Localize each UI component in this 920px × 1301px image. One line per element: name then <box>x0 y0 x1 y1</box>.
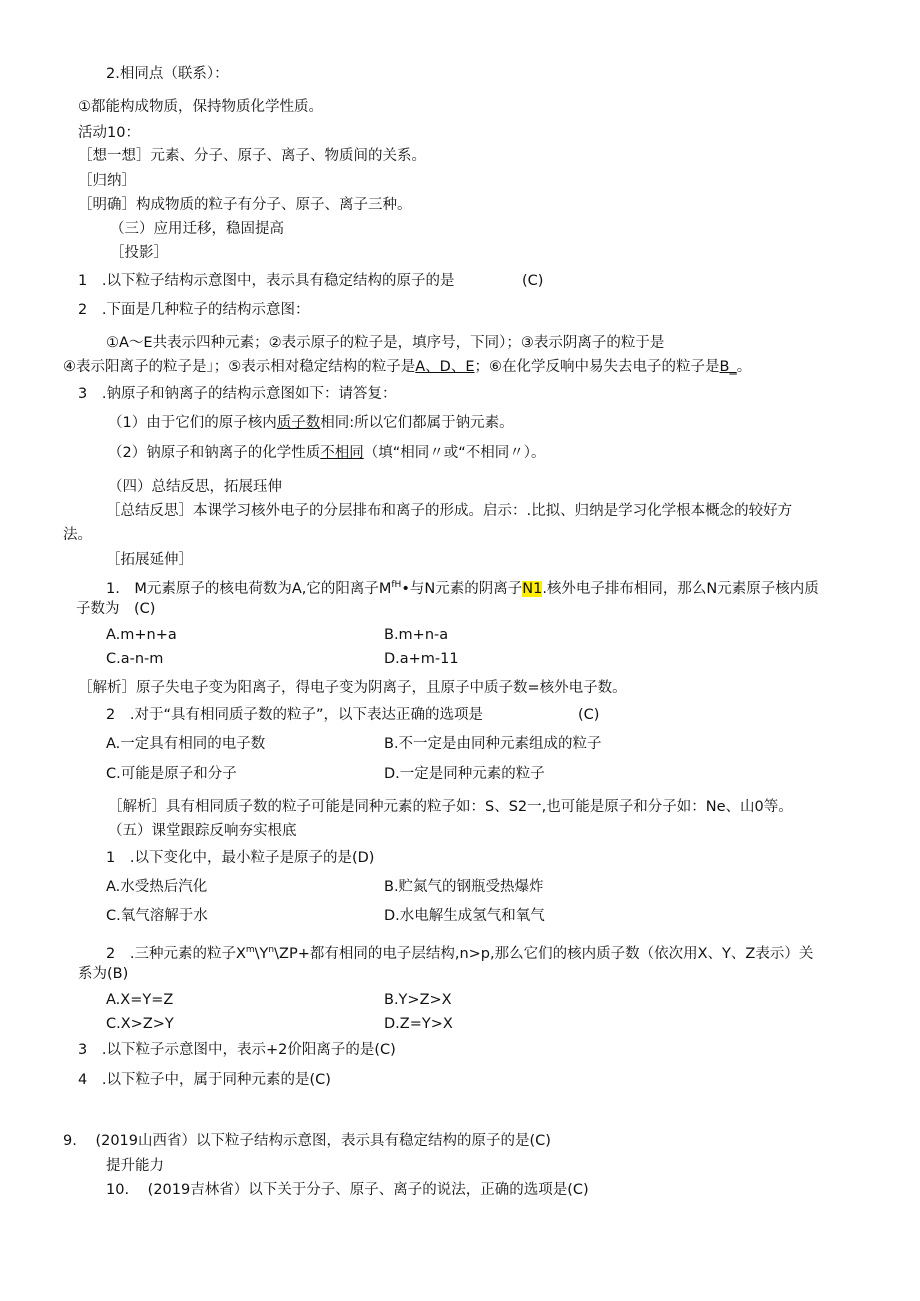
extension-question-2 <box>106 705 600 725</box>
superscript: m <box>245 945 255 955</box>
text-segment: （2）钠原子和钠离子的化学性质 <box>108 445 321 461</box>
filled-answer: B_ <box>719 359 737 375</box>
extension-label: ［拓展延伸］ <box>106 552 193 568</box>
exam-question-9 <box>63 1131 551 1151</box>
question-number: 1 <box>106 850 116 866</box>
question-text: (2019山西省）以下粒子结构示意图，表示具有稳定结构的原子的是(C) <box>95 1133 551 1149</box>
option-c: C.可能是原子和分子 <box>106 766 237 782</box>
summary-reflection-cont: 法。 <box>63 527 92 543</box>
practice-question-4 <box>78 1070 331 1090</box>
improve-ability-label: 提升能力 <box>106 1158 164 1174</box>
practice-question-2 <box>106 940 813 964</box>
extension-question-1-cont: 子数为 (C) <box>76 601 156 617</box>
option-b: B.Y>Z>X <box>384 992 452 1008</box>
question-number: 2 <box>78 302 88 318</box>
question-text: .钠原子和钠离子的结构示意图如下：请答复： <box>101 386 397 402</box>
option-c: C.a-n-m <box>106 651 164 667</box>
highlighted-text: N1 <box>522 580 543 597</box>
question-text: .以下粒子结构示意图中，表示具有稳定结构的原子的是 <box>101 273 455 289</box>
text-segment: •与N元素的阴离子 <box>401 580 523 597</box>
option-a: A.m+n+a <box>106 627 177 643</box>
clarify-statement: ［明确］构成物质的粒子有分子、原子、离子三种。 <box>78 197 412 213</box>
superscript: fH <box>391 580 402 590</box>
answer-choice: (C) <box>578 707 600 723</box>
question-text: .下面是几种粒子的结构示意图： <box>101 302 310 318</box>
text-segment: （填“相同〃或“不相同〃）。 <box>363 445 546 461</box>
summary-reflection: ［总结反思］本课学习核外电子的分层排布和离子的形成。启示：.比拟、归纳是学习化学根本概念的较好方 <box>106 503 793 519</box>
similarity-point-1: ①都能构成物质，保持物质化学性质。 <box>78 99 323 115</box>
filled-answer: 质子数 <box>276 415 321 431</box>
analysis-2: ［解析］具有相同质子数的粒子可能是同种元素的粒子如：S、S2一,也可能是原子和分子如：Ne、山0等。 <box>108 799 793 815</box>
extension-question-1 <box>106 575 819 599</box>
answer-choice: (C) <box>522 273 544 289</box>
option-d: D.水电解生成氢气和氧气 <box>384 908 545 924</box>
filled-answer: 不相同 <box>320 445 364 461</box>
text-segment: .三种元素的粒子X <box>129 945 246 962</box>
option-d: D.一定是同种元素的粒子 <box>384 766 545 782</box>
option-d: D.a+m-11 <box>384 651 459 667</box>
exam-question-10 <box>106 1180 589 1200</box>
analysis-1: ［解析］原子失电子变为阳离子，得电子变为阴离子，且原子中质子数=核外电子数。 <box>78 680 627 696</box>
question-number: 2 <box>106 945 116 962</box>
question-3-part-1 <box>108 413 514 433</box>
question-number: 10. <box>106 1182 130 1198</box>
text-segment: \ZP+都有相同的电子层结构,n>p,那么它们的核内质子数（依次用X、Y、Z表示）关 <box>274 945 814 962</box>
text-segment: 相同:所以它们都属于钠元素。 <box>320 415 514 431</box>
summary-label: ［归纳］ <box>78 173 136 189</box>
section-heading-5: （五）课堂跟踪反响夯实根底 <box>108 823 297 839</box>
question-text: .以下粒子示意图中，表示+2价阳离子的是(C) <box>101 1042 396 1058</box>
question-1 <box>78 271 544 291</box>
practice-question-2-cont: 系为(B) <box>78 966 129 982</box>
text-segment: 1. M元素原子的核电荷数为A,它的阳离子M <box>106 580 392 597</box>
question-text: .以下变化中，最小粒子是原子的是(D) <box>129 850 375 866</box>
option-d: D.Z=Y>X <box>384 1016 453 1032</box>
question-number: 3 <box>78 1042 88 1058</box>
section-heading-similarities: 2.相同点（联系）： <box>106 66 229 82</box>
text-segment: \Y <box>254 945 269 962</box>
option-c: C.X>Z>Y <box>106 1016 174 1032</box>
option-a: A.水受热后汽化 <box>106 879 208 895</box>
text-segment: （1）由于它们的原子核内 <box>108 415 277 431</box>
text-segment: .核外电子排布相同，那么N元素原子核内质 <box>542 580 819 597</box>
question-2 <box>78 300 309 320</box>
practice-question-1 <box>106 848 374 868</box>
think-prompt: ［想一想］元素、分子、原子、离子、物质间的关系。 <box>78 148 426 164</box>
filled-answer: A、D、E <box>415 359 475 375</box>
question-number: 9. <box>63 1133 77 1149</box>
option-a: A.一定具有相同的电子数 <box>106 736 266 752</box>
question-number: 2 <box>106 707 116 723</box>
practice-question-3 <box>78 1040 396 1060</box>
section-heading-4: （四）总结反思，拓展珏伸 <box>108 479 282 495</box>
option-b: B.不一定是由同种元素组成的粒子 <box>384 736 602 752</box>
question-text: (2019吉林省）以下关于分子、原子、离子的说法，正确的选项是(C) <box>147 1182 589 1198</box>
question-number: 4 <box>78 1072 88 1088</box>
text-segment: 。 <box>736 359 752 375</box>
question-number: 1 <box>78 273 88 289</box>
question-2-parts-1: ①A～E共表示四种元素；②表示原子的粒子是，填序号，下同）；③表示阴离子的粒于是 <box>106 335 665 351</box>
text-segment: ；⑥在化学反响中易失去电子的粒子是 <box>474 359 720 375</box>
activity-label: 活动10： <box>78 125 140 141</box>
option-c: C.氧气溶解于水 <box>106 908 208 924</box>
option-b: B.m+n-a <box>384 627 449 643</box>
option-a: A.X=Y=Z <box>106 992 174 1008</box>
projection-label: ［投影］ <box>110 245 168 261</box>
text-segment: ④表示阳离子的粒子是」；⑤表示相对稳定结构的粒子是 <box>63 359 416 375</box>
question-text: .以下粒子中，属于同种元素的是(C) <box>101 1072 331 1088</box>
section-heading-3: （三）应用迁移，稳固提高 <box>110 221 284 237</box>
option-b: B.贮氮气的钢瓶受热爆炸 <box>384 879 544 895</box>
question-text: .对于“具有相同质子数的粒子”，以下表达正确的选项是 <box>129 707 483 723</box>
question-3-part-2 <box>108 443 546 463</box>
question-3 <box>78 384 396 404</box>
question-2-parts-2 <box>63 357 751 377</box>
question-number: 3 <box>78 386 88 402</box>
superscript: n <box>268 945 275 955</box>
